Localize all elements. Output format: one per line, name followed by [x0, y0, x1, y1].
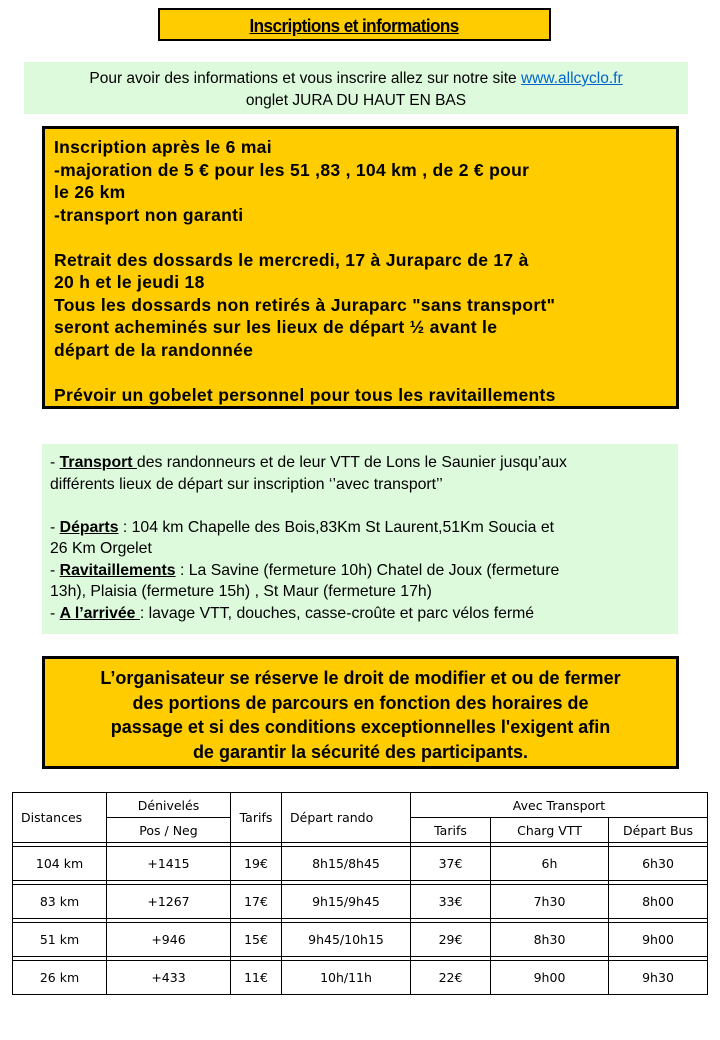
spacer — [54, 226, 676, 249]
spacer — [50, 495, 678, 517]
table-row — [13, 923, 708, 957]
notice-line: des portions de parcours en fonction des horaires de — [132, 692, 589, 713]
ravitaillements-text: : La Savine (fermeture 10h) Chatel de Joux (fermeture — [175, 561, 560, 579]
inscription-line: seront acheminés sur les lieux de départ ½ avant le — [54, 317, 498, 337]
site-link[interactable]: www.allcyclo.fr — [520, 70, 623, 87]
header-tarifs-transport: Tarifs — [411, 818, 491, 843]
cell-denivele: +1415 — [107, 847, 231, 881]
table-row — [13, 885, 708, 919]
bullet: - — [50, 518, 60, 536]
transport-keyword: Transport — [59, 454, 137, 471]
tarifs-table — [12, 792, 708, 995]
bullet: - — [50, 561, 60, 579]
inscription-line: 20 h et le jeudi 18 — [54, 272, 205, 292]
transport-line-2: différents lieux de départ sur inscription ‘’avec transport’’ — [50, 475, 443, 493]
notice-line: de garantir la sécurité des participants. — [192, 741, 529, 762]
cell-tarif-transport: 37€ — [411, 847, 491, 881]
ravitaillements-line-2: 13h), Plaisia (fermeture 15h) , St Maur (fermeture 17h) — [50, 583, 432, 600]
ravitaillements-keyword: Ravitaillements — [59, 561, 176, 579]
inscription-line: départ de la randonnée — [54, 339, 254, 360]
cell-charg-vtt: 8h30 — [491, 923, 609, 957]
header-denivele: Dénivelés — [107, 793, 231, 818]
cell-denivele: +433 — [107, 961, 231, 995]
arrivee-text: : lavage VTT, douches, casse-croûte et parc vélos fermé — [139, 604, 535, 622]
cell-tarif-transport: 29€ — [411, 923, 491, 957]
inscription-box — [42, 126, 679, 409]
table-row — [13, 847, 708, 881]
cell-distance: 104 km — [13, 847, 107, 881]
cell-distance: 83 km — [13, 885, 107, 919]
cell-charg-vtt: 9h00 — [491, 961, 609, 995]
inscription-line: Inscription après le 6 mai — [54, 137, 272, 157]
inscription-line: -transport non garanti — [54, 204, 244, 225]
table-header-row — [13, 793, 708, 818]
inscription-line: Prévoir un gobelet personnel pour tous les ravitaillements — [54, 384, 556, 405]
departs-line-2: 26 Km Orgelet — [50, 540, 152, 557]
header-depart-bus: Départ Bus — [609, 818, 708, 843]
cell-tarif: 15€ — [231, 923, 282, 957]
cell-denivele: +946 — [107, 923, 231, 957]
cell-charg-vtt: 6h — [491, 847, 609, 881]
info-box — [42, 444, 678, 634]
intro-line-1 — [24, 68, 688, 90]
inscription-line: Retrait des dossards le mercredi, 17 à Juraparc de 17 à — [54, 249, 529, 270]
cell-distance: 26 km — [13, 961, 107, 995]
cell-depart-bus: 9h30 — [609, 961, 708, 995]
inscription-line: -majoration de 5 € pour les 51 ,83 , 104 km , de 2 € pour — [54, 159, 530, 180]
departs-line — [50, 517, 678, 539]
intro-line-2: onglet JURA DU HAUT EN BAS — [245, 92, 467, 109]
cell-charg-vtt: 7h30 — [491, 885, 609, 919]
cell-depart-bus: 9h00 — [609, 923, 708, 957]
cell-tarif: 17€ — [231, 885, 282, 919]
cell-depart: 9h45/10h15 — [282, 923, 411, 957]
inscription-line: le 26 km — [54, 182, 126, 202]
cell-depart-bus: 8h00 — [609, 885, 708, 919]
header-pos-neg: Pos / Neg — [107, 818, 231, 843]
spacer — [54, 361, 676, 384]
cell-depart-bus: 6h30 — [609, 847, 708, 881]
arrivee-line — [50, 603, 678, 625]
cell-distance: 51 km — [13, 923, 107, 957]
transport-text: des randonneurs et de leur VTT de Lons le Saunier jusqu’aux — [136, 454, 567, 471]
cell-tarif: 19€ — [231, 847, 282, 881]
notice-line: passage et si des conditions exceptionnelles l'exigent afin — [110, 717, 611, 737]
bullet: - — [50, 604, 60, 622]
notice-line: L’organisateur se réserve le droit de modifier et ou de fermer — [100, 668, 621, 688]
ravitaillements-line — [50, 560, 678, 582]
cell-depart: 9h15/9h45 — [282, 885, 411, 919]
header-distances: Distances — [13, 793, 107, 843]
inscription-line: Tous les dossards non retirés à Juraparc "sans transport" — [54, 294, 556, 315]
header-depart-rando: Départ rando — [282, 793, 411, 843]
cell-depart: 8h15/8h45 — [282, 847, 411, 881]
organisateur-notice — [42, 656, 679, 769]
departs-keyword: Départs — [59, 518, 119, 536]
title-banner — [158, 8, 551, 41]
page-title: Inscriptions et informations — [249, 16, 460, 36]
header-charg-vtt: Charg VTT — [491, 818, 609, 843]
departs-text: : 104 km Chapelle des Bois,83Km St Laurent,51Km Soucia et — [118, 518, 555, 536]
cell-depart: 10h/11h — [282, 961, 411, 995]
arrivee-keyword: A l’arrivée — [59, 604, 140, 622]
cell-denivele: +1267 — [107, 885, 231, 919]
intro-box — [24, 62, 688, 114]
cell-tarif: 11€ — [231, 961, 282, 995]
cell-tarif-transport: 33€ — [411, 885, 491, 919]
bullet: - — [50, 454, 60, 471]
table-row — [13, 961, 708, 995]
transport-line — [50, 452, 678, 474]
header-avec-transport: Avec Transport — [411, 793, 708, 818]
header-tarifs: Tarifs — [231, 793, 282, 843]
cell-tarif-transport: 22€ — [411, 961, 491, 995]
intro-text: Pour avoir des informations et vous inscrire allez sur notre site — [89, 70, 521, 87]
